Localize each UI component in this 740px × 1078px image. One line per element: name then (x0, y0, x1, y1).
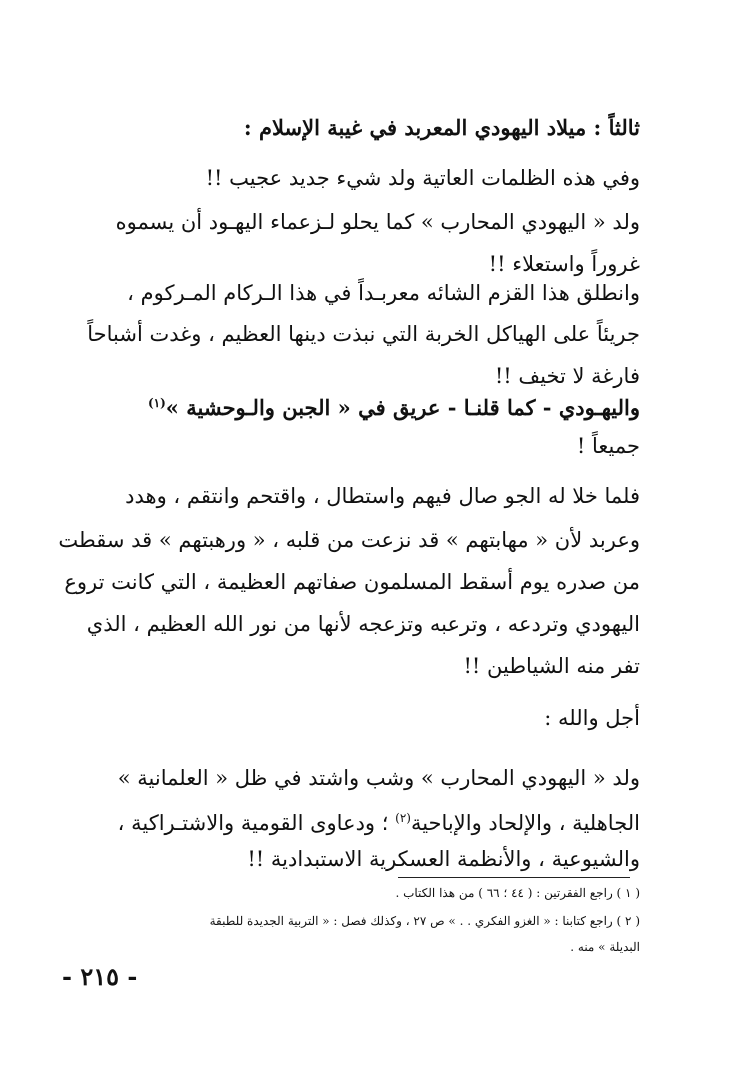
footnote: البديلة » منه . (570, 940, 640, 954)
text-line: فارغة لا تخيف !! (494, 364, 640, 388)
page-number: - ٢١٥ - (62, 962, 138, 991)
text-line: اليهودي وتردعه ، وترعبه وتزعجه لأنها من نور الله العظيم ، الذي (86, 612, 640, 636)
footnote: ( ٢ ) راجع كتابنا : « الغزو الفكري . . » ص ٢٧ ، وكذلك فصل : « التربية الجديدة للطبقة (209, 914, 640, 928)
text-line: ولد « اليهودي المحارب » كما يحلو لـزعماء اليهـود أن يسموه (115, 210, 640, 234)
text-line: جريئاً على الهياكل الخربة التي نبذت دينها العظيم ، وغدت أشباحاً (87, 322, 640, 346)
text-line: والشيوعية ، والأنظمة العسكرية الاستبدادية !! (247, 847, 640, 871)
text-line: وفي هذه الظلمات العاتية ولد شيء جديد عجيب !! (205, 166, 640, 190)
text-segment: ؛ ودعاوى القومية والاشتـراكية ، (117, 811, 389, 835)
text-line: من صدره يوم أسقط المسلمون صفاتهم العظيمة ، التي كانت تروع (64, 570, 640, 594)
footnote: ( ١ ) راجع الفقرتين : ( ٤٤ ؛ ٦٦ ) من هذا الكتاب . (395, 886, 640, 900)
footnote-mark: (٢) (395, 811, 411, 825)
text-segment: الجاهلية ، والإلحاد والإباحية (410, 811, 640, 835)
text-line: جميعاً ! (576, 434, 640, 458)
footnote-mark: (١) (147, 396, 166, 410)
text-line: ولد « اليهودي المحارب » وشب واشتد في ظل « العلمانية » (117, 766, 640, 790)
text-segment: واليهـودي - كما قلنـا - عريق في « الجبن والـوحشية » (165, 395, 640, 420)
text-line: غروراً واستعلاء !! (488, 252, 640, 276)
footnote-divider (398, 877, 630, 878)
text-line: أجل والله : (544, 706, 640, 730)
text-line-bold (148, 387, 640, 424)
text-line: وعربد لأن « مهابتهم » قد نزعت من قلبه ، « ورهبتهم » قد سقطت (58, 528, 640, 552)
section-heading: ثالثاً : ميلاد اليهودي المعربد في غيبة الإسلام : (243, 115, 640, 140)
text-line: فلما خلا له الجو صال فيهم واستطال ، واقتحم وانتقم ، وهدد (125, 484, 640, 508)
text-line: وانطلق هذا القزم الشائه معربـداً في هذا الـركام المـركوم ، (127, 281, 640, 305)
text-line: تفر منه الشياطين !! (463, 654, 640, 678)
text-line (118, 802, 640, 839)
